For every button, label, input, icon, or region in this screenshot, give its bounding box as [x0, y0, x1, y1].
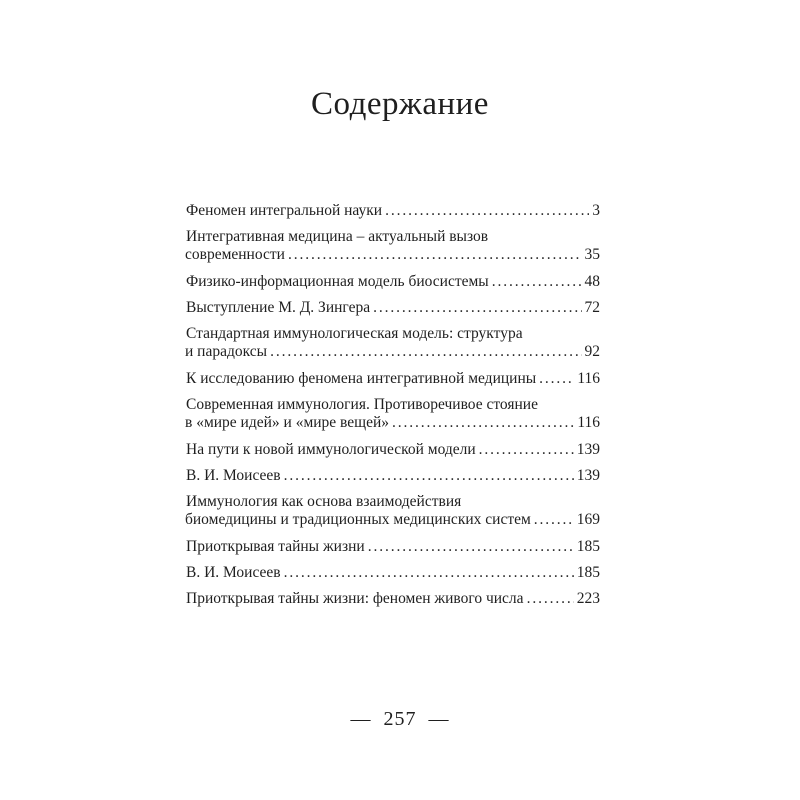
toc-entry-line	[185, 538, 600, 556]
toc-entry	[185, 538, 600, 556]
toc-entry-title: Выступление М. Д. Зингера	[186, 299, 371, 316]
toc-entry	[185, 325, 600, 361]
toc-dot-leader	[385, 202, 589, 220]
toc-entry-page: 116	[577, 370, 600, 387]
toc-entry	[185, 370, 600, 388]
toc-dot-leader	[373, 299, 581, 317]
toc-entry	[185, 396, 600, 432]
toc-entry-title: Интегративная медицина – актуальный вызов	[186, 228, 489, 245]
folio-number: 257	[383, 708, 417, 730]
page-title: Содержание	[311, 86, 489, 122]
toc-entry-page: 139	[576, 467, 600, 484]
toc-entry-line	[185, 511, 600, 529]
toc-entry-line	[185, 343, 600, 361]
toc-entry-title: биомедицины и традиционных медицинских систем	[185, 511, 531, 528]
toc-dot-leader	[392, 414, 574, 432]
toc-entry-title: На пути к новой иммунологической модели	[186, 441, 476, 458]
toc-entry-page: 92	[584, 343, 600, 360]
toc-entry-line	[185, 396, 600, 414]
table-of-contents	[185, 202, 600, 616]
folio-dash-left: —	[350, 708, 372, 730]
toc-entry-page: 169	[576, 511, 600, 528]
toc-entry-title: Современная иммунология. Противоречивое стояние	[186, 396, 538, 413]
toc-entry-page: 139	[576, 441, 600, 458]
toc-entry-page: 3	[592, 202, 600, 219]
toc-entry-page: 185	[576, 564, 600, 581]
toc-entry	[185, 273, 600, 291]
toc-entry	[185, 564, 600, 582]
toc-entry-line	[185, 299, 600, 317]
folio-dash-right: —	[428, 708, 450, 730]
toc-entry-page: 116	[577, 414, 600, 431]
toc-entry-page: 72	[584, 299, 600, 316]
toc-entry-page: 185	[576, 538, 600, 555]
toc-entry	[185, 441, 600, 459]
toc-entry	[185, 202, 600, 220]
toc-entry	[185, 228, 600, 264]
toc-entry	[185, 467, 600, 485]
toc-dot-leader	[479, 441, 574, 459]
toc-entry-page: 48	[584, 273, 600, 290]
toc-entry-line	[185, 273, 600, 291]
toc-entry-title: В. И. Моисеев	[186, 467, 281, 484]
toc-entry-line	[185, 467, 600, 485]
toc-entry	[185, 493, 600, 529]
toc-entry-line	[185, 228, 600, 246]
toc-dot-leader	[270, 343, 581, 361]
toc-entry-line	[185, 370, 600, 388]
toc-entry-page: 35	[584, 246, 600, 263]
toc-entry-line	[185, 493, 600, 511]
toc-entry-title: современности	[185, 246, 285, 263]
toc-entry-title: В. И. Моисеев	[186, 564, 281, 581]
toc-entry-line	[185, 590, 600, 608]
toc-entry-title: Физико-информационная модель биосистемы	[186, 273, 489, 290]
toc-entry	[185, 299, 600, 317]
toc-dot-leader	[534, 511, 574, 529]
toc-entry-title: К исследованию феномена интегративной медицины	[186, 370, 537, 387]
toc-dot-leader	[539, 370, 574, 388]
toc-entry-title: Иммунология как основа взаимодействия	[186, 493, 462, 510]
page-number	[0, 708, 800, 731]
toc-dot-leader	[288, 246, 582, 264]
toc-dot-leader	[284, 564, 574, 582]
toc-dot-leader	[527, 590, 574, 608]
toc-entry	[185, 590, 600, 608]
toc-entry-line	[185, 564, 600, 582]
toc-entry-line	[185, 414, 600, 432]
toc-entry-title: Феномен интегральной науки	[186, 202, 383, 219]
toc-entry-title: и парадоксы	[185, 343, 268, 360]
toc-entry-title: Приоткрывая тайны жизни	[186, 538, 365, 555]
toc-dot-leader	[492, 273, 582, 291]
toc-entry-title: в «мире идей» и «мире вещей»	[185, 414, 390, 431]
toc-dot-leader	[368, 538, 574, 556]
toc-entry-line	[185, 202, 600, 220]
toc-entry-line	[185, 246, 600, 264]
toc-entry-title: Приоткрывая тайны жизни: феномен живого числа	[186, 590, 524, 607]
toc-entry-title: Стандартная иммунологическая модель: структура	[186, 325, 523, 342]
toc-dot-leader	[284, 467, 574, 485]
toc-entry-page: 223	[576, 590, 600, 607]
toc-entry-line	[185, 441, 600, 459]
toc-entry-line	[185, 325, 600, 343]
